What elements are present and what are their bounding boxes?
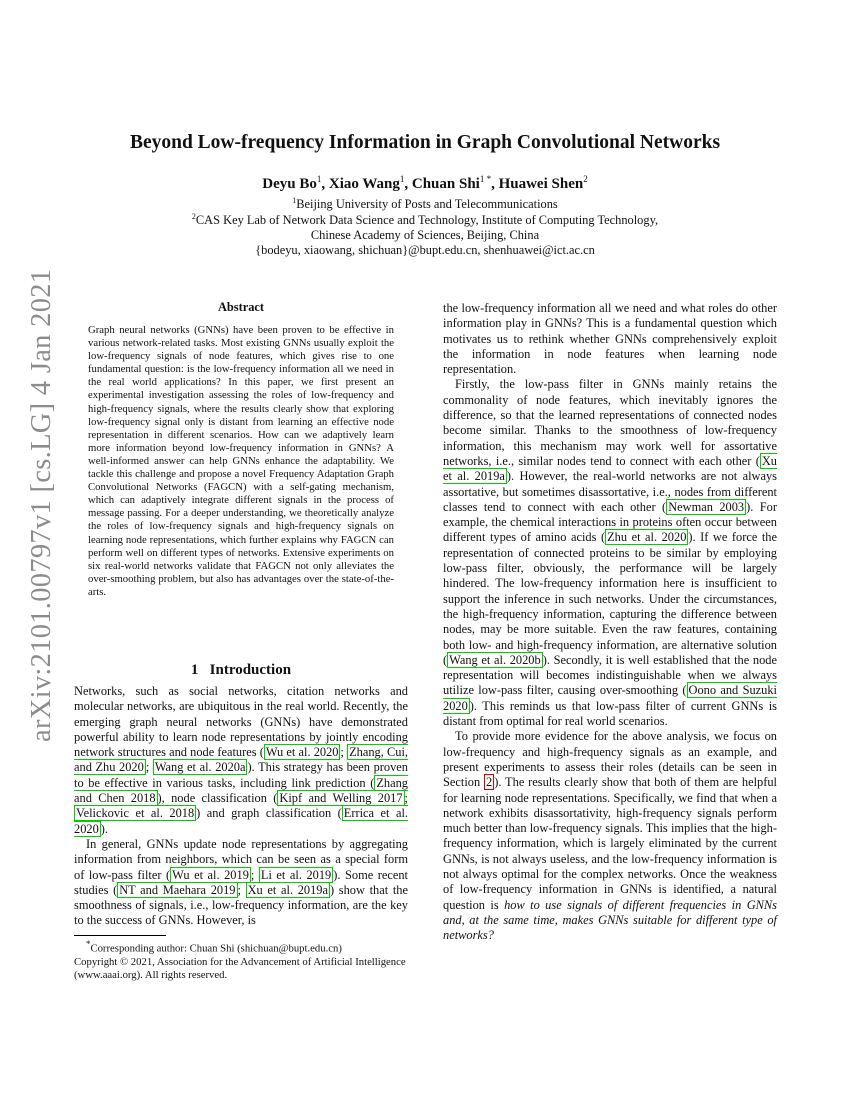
right-paragraph-3: To provide more evidence for the above analysis, we focus on low-frequency and high-frequency signals as an example, and present experiments to assess their roles (details can be seen in Section 2 ). The results clearly show that both of them are helpful for learning node representations. Specifically, we find that when a network exhibits disassortativity, high-frequency signals perform much better than low-frequency signals. This implies that the high-frequency information, which is largely eliminated by the current GNNs, is not always useless, and the low-frequency information is not always optimal for the complex networks. Once the weakness of low-frequency information in GNNs is identified, a natural question is how to use signals of different frequencies in GNNs and, at the same time, makes GNNs suitable for different type of networks?: [443, 729, 778, 943]
arxiv-identifier: arXiv:2101.00797v1 [cs.LG] 4 Jan 2021: [26, 268, 57, 742]
author-name: Huawei Shen: [498, 176, 584, 192]
citation-link[interactable]: Li et al. 2019: [260, 867, 332, 882]
citation-link[interactable]: Newman 2003: [668, 499, 745, 514]
paper-title: Beyond Low-frequency Information in Graph Convolutional Networks: [129, 132, 721, 153]
right-column: [443, 301, 777, 943]
section-number: 1: [190, 662, 199, 678]
citation-link[interactable]: Velickovic et al. 2018: [76, 806, 195, 821]
citation-link[interactable]: Zhang and Chen 2018: [74, 775, 408, 806]
citation-link[interactable]: Wang et al. 2020a: [154, 760, 246, 775]
affiliation-mark: 1: [292, 196, 297, 205]
research-question: how to use signals of different frequencies in GNNs and, at the same time, makes GNNs suitable for different type of networks?: [443, 897, 777, 943]
citation-link[interactable]: Wang et al. 2020b: [449, 652, 541, 667]
footnote-mark: *: [86, 939, 91, 949]
citation-link[interactable]: Xu et al. 2019a: [247, 882, 328, 897]
affiliation-text: Beijing University of Posts and Telecommunications: [296, 197, 558, 212]
author-name: Deyu Bo: [262, 176, 317, 192]
author-emails: {bodeyu, xiaowang, shichuan}@bupt.edu.cn, shenhuawei@ict.ac.cn: [255, 243, 595, 257]
abstract-heading: Abstract: [217, 300, 265, 314]
citation-link[interactable]: Oono and Suzuki 2020: [443, 683, 777, 713]
left-column: [74, 684, 408, 929]
citation-link[interactable]: Wu et al. 2020: [265, 745, 339, 760]
footnote-divider: [74, 935, 166, 936]
author-name: Xiao Wang: [328, 176, 400, 192]
citation-link[interactable]: Kipf and Welling 2017: [279, 791, 403, 806]
section-heading-introduction: [74, 662, 408, 679]
author-mark: 1 *: [479, 174, 492, 184]
copyright-notice: Copyright © 2021, Association for the Advancement of Artificial Intelligence (www.aaai.org). All rights reserved.: [74, 955, 406, 981]
section-reference-link[interactable]: 2: [486, 775, 493, 790]
author-mark: 1: [399, 174, 405, 184]
intro-paragraph-2: In general, GNNs update node representations by aggregating information from neighbors, which can be seen as a special form of low-pass filter ( Wu et al. 2019 ; Li et al. 2019 ). Some recent studies ( NT and Maehara 2019 ; Xu et al. 2019a ) show that the smoothness of signals, i.e., low-frequency information, are the key to the success of GNNs. However, is: [74, 836, 408, 928]
abstract-body: Graph neural networks (GNNs) have been proven to be effective in various network-related tasks. Most existing GNNs usually exploit the low-frequency signals of node features, which gives rise to one fundamental question: is the low-frequency information all we need in the real world applications? In this paper, we first present an experimental investigation assessing the roles of low-frequency and high-frequency signals, where the results clearly show that exploring low-frequency signal only is distant from learning an effective node representation in different scenarios. How can we adaptively learn more information beyond low-frequency information in GNNs? A well-informed answer can help GNNs enhance the adaptability. We tackle this challenge and propose a novel Frequency Adaptation Graph Convolutional Networks (FAGCN) with a self-gating mechanism, which can adaptively integrate different signals in the process of message passing. For a deeper understanding, we theoretically analyze the roles of low-frequency signals and high-frequency signals on learning node representations, which further explains why FAGCN can perform well on different types of networks. Extensive experiments on six real-world networks validate that FAGCN not only alleviates the over-smoothing problem, but also has advantages over the state-of-the-arts.: [88, 324, 394, 598]
right-paragraph-2: Firstly, the low-pass filter in GNNs mainly retains the commonality of node features, which inevitably ignores the difference, so that the learned representations of connected nodes become similar. Thanks to the smoothness of low-frequency information, this mechanism may work well for assortative networks, i.e., similar nodes tend to connect with each other ( Xu et al. 2019a ). However, the real-world networks are not always assortative, but sometimes disassortative, i.e., nodes from different classes tend to connect with each other ( Newman 2003 ). For example, the chemical interactions in proteins often occur between different types of amino acids ( Zhu et al. 2020 ). If we force the representation of connected proteins to be similar by employing low-pass filter, obviously, the performance will be largely hindered. The low-frequency information here is insufficient to support the inference in such networks. Under the circumstances, the high-frequency information, capturing the difference between nodes, may be more suitable. Even the raw features, containing both low- and high-frequency information, are alternative solution ( Wang et al. 2020b ). Secondly, it is well established that the node representation will becomes indistinguishable when we always utilize low-pass filter, causing over-smoothing ( Oono and Suzuki 2020 ). This reminds us that low-pass filter of current GNNs is distant from optimal for real world scenarios.: [443, 377, 778, 729]
affiliation-3: Chinese Academy of Sciences, Beijing, China: [310, 228, 540, 242]
affiliation-mark: 2: [191, 212, 196, 221]
author-mark: 1: [316, 174, 322, 184]
footnote-text: Corresponding author: Chuan Shi (shichuan@bupt.edu.cn): [90, 942, 342, 955]
section-title: Introduction: [209, 662, 292, 678]
affiliation-1: [0, 196, 850, 212]
citation-link[interactable]: Xu et al. 2019a: [443, 453, 777, 484]
footnote: [74, 938, 414, 982]
citation-link[interactable]: Errica et al. 2020: [74, 806, 408, 836]
author-name: Chuan Shi: [411, 176, 480, 192]
intro-paragraph-1: Networks, such as social networks, citation networks and molecular networks, are ubiquitous in the real world. Recently, the emerging graph neural networks (GNNs) have demonstrated powerful ability to learn node representations by jointly encoding network structures and node features ( Wu et al. 2020 ; Zhang, Cui, and Zhu 2020 ; Wang et al. 2020a ). This strategy has been proven to be effective in various tasks, including link prediction ( Zhang and Chen 2018 ), node classification ( Kipf and Welling 2017 ; Velickovic et al. 2018 ) and graph classification ( Errica et al. 2020 ).: [74, 684, 408, 836]
author-list: Deyu Bo$^1$, Xiao Wang$^1$, Chuan Shi$^{1 *}$, Huawei Shen$^2$: [262, 174, 588, 192]
citation-link[interactable]: Zhang, Cui, and Zhu 2020: [74, 745, 408, 775]
author-mark: 2: [583, 174, 588, 184]
citation-link[interactable]: Wu et al. 2019: [172, 867, 249, 882]
right-paragraph-1: the low-frequency information all we need and what roles do other information play in GNNs? This is a fundamental question which motivates us to rethink whether GNNs comprehensively exploit the information in node features when learning node representation.: [443, 301, 777, 377]
affiliation-2: [0, 212, 850, 228]
citation-link[interactable]: NT and Maehara 2019: [119, 882, 236, 897]
footnote-corresponding: [74, 938, 414, 956]
affiliation-text: CAS Key Lab of Network Data Science and Technology, Institute of Computing Technology,: [195, 213, 659, 228]
citation-link[interactable]: Zhu et al. 2020: [607, 530, 687, 545]
